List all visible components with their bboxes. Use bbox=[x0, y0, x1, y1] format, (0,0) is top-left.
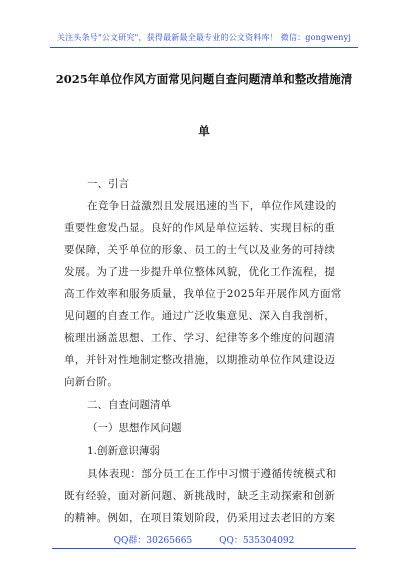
detail-line: 具体表现：部分员工在工作中习惯于遵循传统模式和 bbox=[87, 468, 337, 480]
footer-qq: QQ：535304092 bbox=[219, 536, 295, 546]
footer-divider bbox=[52, 548, 356, 549]
detail-line: 既有经验，面对新问题、新挑战时，缺乏主动探索和创新 bbox=[64, 490, 336, 502]
intro-line: 见问题的自查工作。通过广泛收集意见、深入自我剖析， bbox=[64, 310, 336, 322]
intro-line: 向新台阶。 bbox=[64, 376, 119, 388]
header-divider bbox=[50, 47, 358, 48]
document-title-line-1: 2025年单位作风方面常见问题自查问题清单和整改措施清 bbox=[55, 72, 353, 86]
header-promo-text: 关注头条号"公文研究"，获得最新最全最专业的公文资料库！ 微信：gongwenyj bbox=[56, 33, 352, 42]
intro-line: 高工作效率和服务质量，我单位于2025年开展作风方面常 bbox=[64, 288, 342, 300]
footer-qq-group: QQ群：30265665 bbox=[113, 536, 193, 546]
footer-contacts bbox=[0, 533, 408, 546]
subsection-heading: （一）思想作风问题 bbox=[87, 422, 182, 434]
document-title-line-2: 单 bbox=[198, 124, 210, 138]
intro-line: 在竞争日益激烈且发展迅速的当下，单位作风建设的 bbox=[87, 200, 337, 212]
intro-line: 发展。为了进一步提升单位整体风貌，优化工作流程，提 bbox=[64, 266, 336, 278]
section-heading-checklist: 二、自查问题清单 bbox=[87, 399, 171, 411]
intro-line: 单，并针对性地制定整改措施，以期推动单位作风建设迈 bbox=[64, 354, 336, 366]
detail-line: 的精神。例如，在项目策划阶段，仍采用过去老旧的方案 bbox=[64, 512, 336, 524]
intro-line: 要保障，关乎单位的形象、员工的士气以及业务的可持续 bbox=[64, 244, 336, 256]
intro-line: 梳理出涵盖思想、工作、学习、纪律等多个维度的问题清 bbox=[64, 332, 336, 344]
item-heading: 1.创新意识薄弱 bbox=[87, 445, 161, 457]
intro-line: 重要性愈发凸显。良好的作风是单位运转、实现目标的重 bbox=[64, 222, 336, 234]
section-heading-intro: 一、引言 bbox=[87, 178, 129, 190]
